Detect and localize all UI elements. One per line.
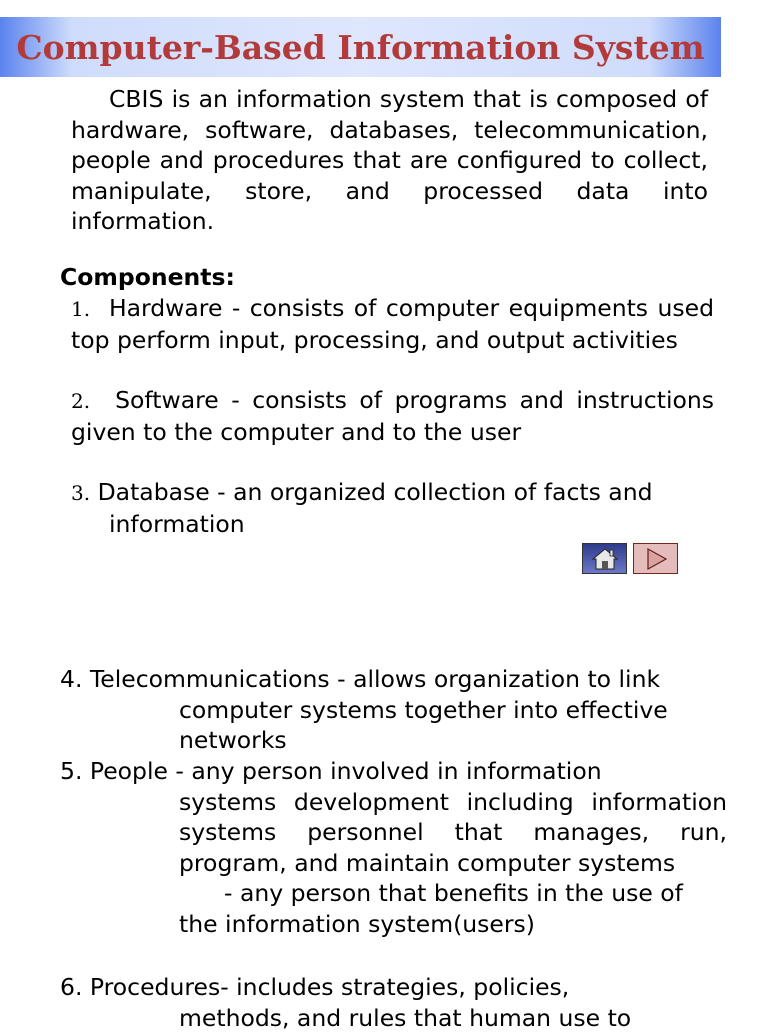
list-item: [71, 385, 714, 447]
home-icon: [590, 546, 620, 572]
item-subtext-continued: the information system(users): [179, 909, 535, 938]
list-item: [71, 477, 714, 539]
item-text: 4. Telecommunications - allows organization to link: [60, 665, 661, 693]
list-item: [60, 664, 727, 756]
item-number: 3.: [71, 481, 91, 505]
item-subtext: - any person that benefits in the use of: [224, 879, 683, 908]
title-banner: [0, 17, 721, 77]
item-text-continued: computer systems together into effective networks: [179, 695, 668, 755]
components-heading: Components:: [60, 263, 235, 291]
intro-paragraph: [71, 84, 708, 237]
list-item: [71, 293, 714, 355]
next-slide-button[interactable]: [633, 543, 678, 574]
item-text-continued: information: [109, 509, 245, 538]
item-number: 2.: [71, 389, 91, 413]
item-text-continued: methods, and rules that human use to: [179, 1003, 632, 1032]
play-triangle-icon: [641, 546, 671, 572]
item-text: Software - consists of programs and instructions given to the computer and to the user: [71, 386, 714, 446]
item-text: 5. People - any person involved in information: [60, 757, 602, 785]
item-text: 6. Procedures- includes strategies, policies,: [60, 973, 570, 1001]
item-text: Hardware - consists of computer equipments used top perform input, processing, and output activities: [71, 294, 714, 354]
list-item: [60, 756, 727, 940]
item-number: 1.: [71, 297, 91, 321]
page-title: Computer-Based Information System: [16, 27, 705, 67]
item-text: Database - an organized collection of facts and: [97, 478, 653, 506]
home-button[interactable]: [582, 543, 627, 574]
item-text-continued: systems development including information systems personnel that manages, run, program, and maintain computer systems: [179, 787, 727, 877]
intro-text: CBIS is an information system that is composed of hardware, software, databases, telecommunication, people and procedures that are configured to collect, manipulate, store, and processed data into information.: [71, 85, 708, 236]
